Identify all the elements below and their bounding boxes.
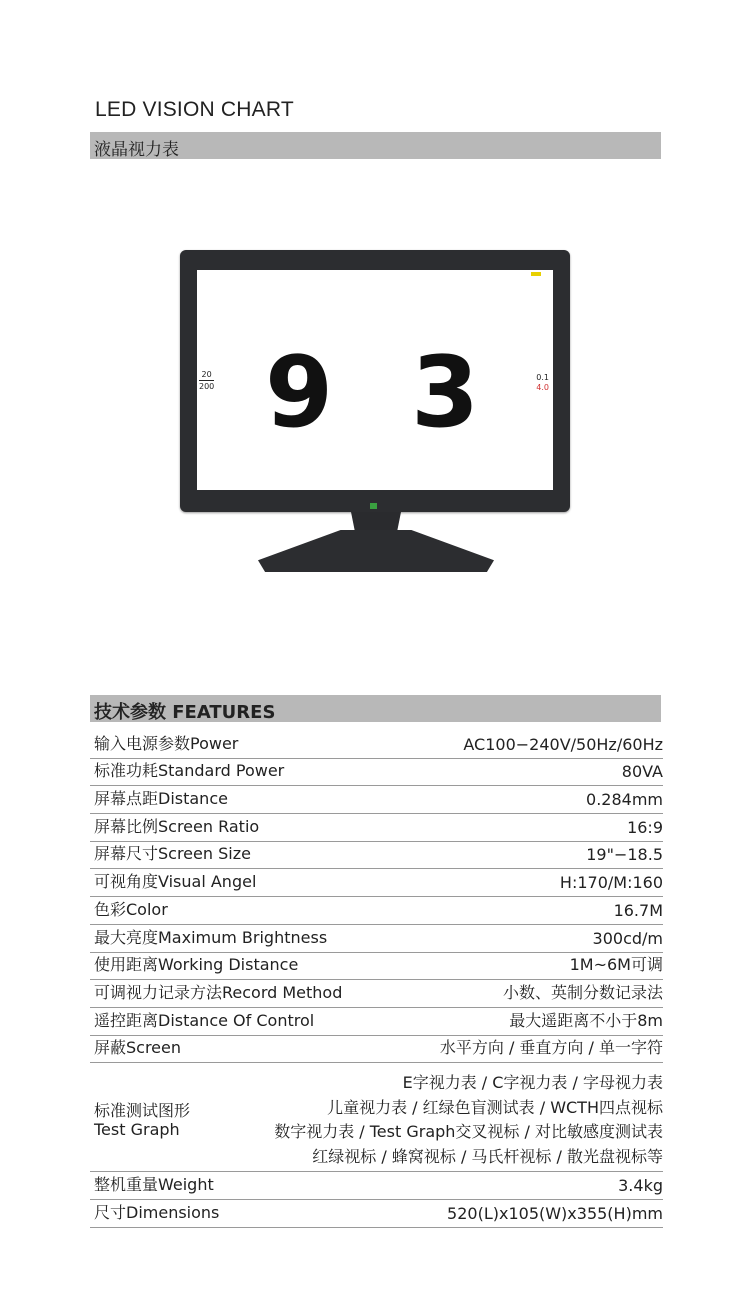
spec-label: 整机重量Weight: [94, 1174, 214, 1194]
chart-digit-1: 9: [265, 336, 334, 450]
chart-digit-2: 3: [411, 336, 480, 450]
spec-label: 最大亮度Maximum Brightness: [94, 927, 328, 947]
spec-label: 色彩Color: [94, 899, 168, 919]
spec-value: 小数、英制分数记录法: [502, 982, 663, 1002]
spec-value: 16.7M: [613, 900, 663, 920]
spec-label: 屏幕尺寸Screen Size: [94, 844, 251, 864]
right-fraction: [536, 373, 549, 393]
subtitle-bar: [90, 132, 661, 159]
spec-row-working-distance: [90, 953, 663, 981]
test-graph-values: [274, 1071, 663, 1169]
spec-label: 尺寸Dimensions: [94, 1202, 220, 1222]
left-fraction-bottom: 200: [199, 382, 215, 391]
left-fraction: [199, 370, 214, 391]
spec-row-power: [90, 731, 663, 759]
spec-table: [90, 731, 663, 1228]
spec-value: H:170/M:160: [559, 873, 663, 893]
test-graph-value: 红绿视标 / 蜂窝视标 / 马氏杆视标 / 散光盘视标等: [312, 1146, 663, 1166]
subtitle: 液晶视力表: [94, 140, 179, 160]
spec-label: 标准功耗Standard Power: [94, 761, 285, 781]
spec-value: 水平方向 / 垂直方向 / 单一字符: [439, 1038, 663, 1058]
spec-row-record-method: [90, 980, 663, 1008]
spec-row-dimensions: [90, 1200, 663, 1228]
spec-label: 可视角度Visual Angel: [94, 872, 257, 892]
screen-indicator: [531, 272, 541, 276]
spec-value: 300cd/m: [592, 928, 663, 948]
page-title: LED VISION CHART: [95, 98, 294, 121]
test-graph-value: E字视力表 / C字视力表 / 字母视力表: [402, 1073, 663, 1093]
spec-label: 屏幕比例Screen Ratio: [94, 816, 260, 836]
spec-row-screen-size: [90, 842, 663, 870]
spec-value: 520(L)x105(W)x355(H)mm: [447, 1203, 663, 1223]
spec-value: 1M~6M可调: [569, 955, 663, 975]
spec-value: 3.4kg: [618, 1175, 663, 1195]
test-graph-label-cn: 标准测试图形: [94, 1101, 191, 1121]
features-heading: 技术参数 FEATURES: [94, 702, 276, 723]
spec-row-color: [90, 897, 663, 925]
brand-logo: [370, 503, 377, 509]
spec-row-control-distance: [90, 1008, 663, 1036]
spec-row-weight: [90, 1172, 663, 1200]
test-graph-label-en: Test Graph: [94, 1120, 180, 1140]
spec-label: 屏幕点距Distance: [94, 789, 228, 809]
spec-row-distance: [90, 786, 663, 814]
monitor-base: [258, 530, 494, 572]
test-graph-value: 儿童视力表 / 红绿色盲测试表 / WCTH四点视标: [327, 1097, 663, 1117]
spec-value: 19"−18.5: [586, 845, 663, 865]
monitor-image: [180, 250, 570, 512]
spec-value: 最大遥距离不小于8m: [509, 1010, 663, 1030]
spec-label: 屏蔽Screen: [94, 1038, 182, 1058]
spec-label: 输入电源参数Power: [94, 733, 239, 753]
test-graph-value: 数字视力表 / Test Graph交叉视标 / 对比敏感度测试表: [274, 1122, 663, 1142]
spec-value: AC100−240V/50Hz/60Hz: [463, 734, 663, 754]
spec-label-test-graph: [94, 1101, 190, 1139]
spec-row-brightness: [90, 925, 663, 953]
spec-row-screen-ratio: [90, 814, 663, 842]
spec-row-visual-angle: [90, 869, 663, 897]
spec-value: 16:9: [627, 817, 663, 837]
spec-row-test-graph: [90, 1063, 663, 1172]
spec-value: 80VA: [621, 762, 663, 782]
spec-row-screen: [90, 1036, 663, 1064]
left-fraction-top: 20: [201, 370, 212, 379]
right-fraction-top: 0.1: [536, 373, 549, 382]
spec-value: 0.284mm: [586, 790, 663, 810]
spec-label: 使用距离Working Distance: [94, 955, 299, 975]
spec-label: 遥控距离Distance Of Control: [94, 1010, 315, 1030]
right-fraction-bottom: 4.0: [536, 383, 549, 392]
monitor-screen: [197, 270, 553, 490]
spec-row-standard-power: [90, 759, 663, 787]
fraction-line: [199, 380, 214, 381]
features-heading-bar: [90, 695, 661, 722]
spec-label: 可调视力记录方法Record Method: [94, 982, 343, 1002]
